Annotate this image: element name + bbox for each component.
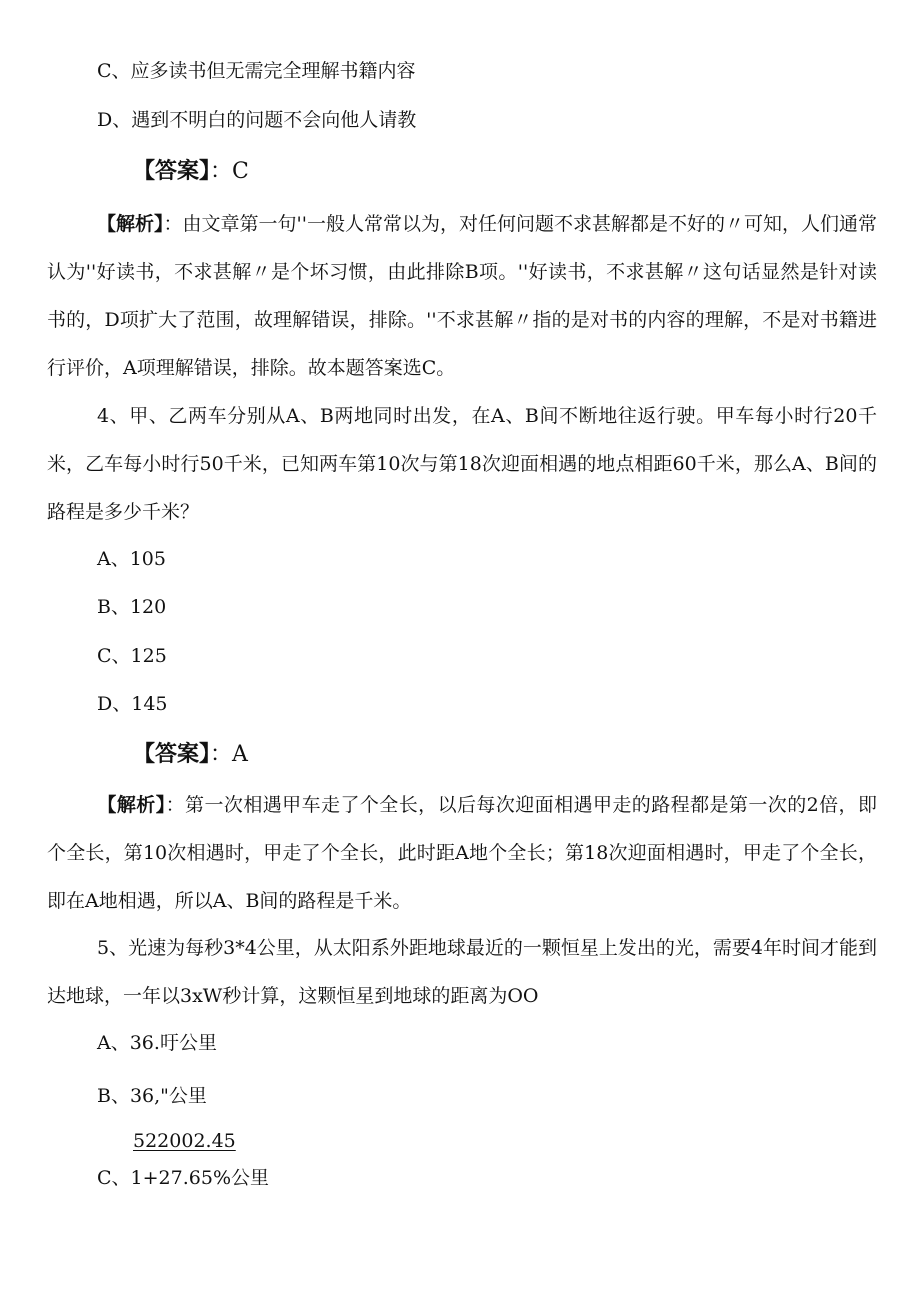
q4-option-d: D、145 <box>97 693 168 715</box>
q3-answer-label: 【答案】 <box>133 159 211 184</box>
q4-option-a: A、105 <box>97 548 166 570</box>
q5-stem-text: 5、光速为每秒3*4公里，从太阳系外距地球最近的一颗恒星上发出的光，需要4年时间才能到达地球，一年以3xW秒计算，这颗恒星到地球的距离为OO <box>47 937 877 1007</box>
q4-option-c: C、125 <box>97 645 167 667</box>
q5-option-c: C、1+27.65%公里 <box>97 1167 269 1189</box>
q5-stray-number: 522002.45 <box>133 1130 236 1152</box>
q3-analysis <box>47 200 877 392</box>
q4-answer-label: 【答案】 <box>133 742 211 767</box>
q4-answer <box>133 741 248 769</box>
q4-stem-text: 4、甲、乙两车分别从A、B两地同时出发，在A、B间不断地往返行驶。甲车每小时行20千米，乙车每小时行50千米，已知两车第10次与第18次迎面相遇的地点相距60千米，那么A、B间的路程是多少千米？ <box>47 405 877 523</box>
q3-analysis-label: 【解析】 <box>97 213 164 235</box>
q3-option-c: C、应多读书但无需完全理解书籍内容 <box>97 60 416 82</box>
q4-answer-value: ：A <box>210 742 248 767</box>
q5-stem <box>47 924 877 1020</box>
q4-analysis <box>47 781 877 925</box>
q3-option-d: D、遇到不明白的问题不会向他人请教 <box>97 109 417 131</box>
q3-answer-value: ：C <box>210 159 249 184</box>
q4-stem <box>47 392 877 536</box>
q3-answer <box>133 158 249 186</box>
q5-option-b: B、36,"公里 <box>97 1085 207 1107</box>
q4-analysis-text: ：第一次相遇甲车走了个全长，以后每次迎面相遇甲走的路程都是第一次的2倍，即个全长，第10次相遇时，甲走了个全长，此时距A地个全长；第18次迎面相遇时，甲走了个全长，即在A地相遇，所以A、B间的路程是千米。 <box>47 794 877 912</box>
q3-analysis-text: ：由文章第一句''一般人常常以为，对任何问题不求甚解都是不好的〃可知，人们通常认为''好读书，不求甚解〃是个坏习惯，由此排除B项。''好读书，不求甚解〃这句话显然是针对读书的，D项扩大了范围，故理解错误，排除。''不求甚解〃指的是对书的内容的理解，不是对书籍进行评价，A项理解错误，排除。故本题答案选C。 <box>47 213 877 379</box>
q4-option-b: B、120 <box>97 596 167 618</box>
q5-option-a: A、36.吁公里 <box>97 1032 217 1054</box>
q4-analysis-label: 【解析】 <box>97 794 166 816</box>
